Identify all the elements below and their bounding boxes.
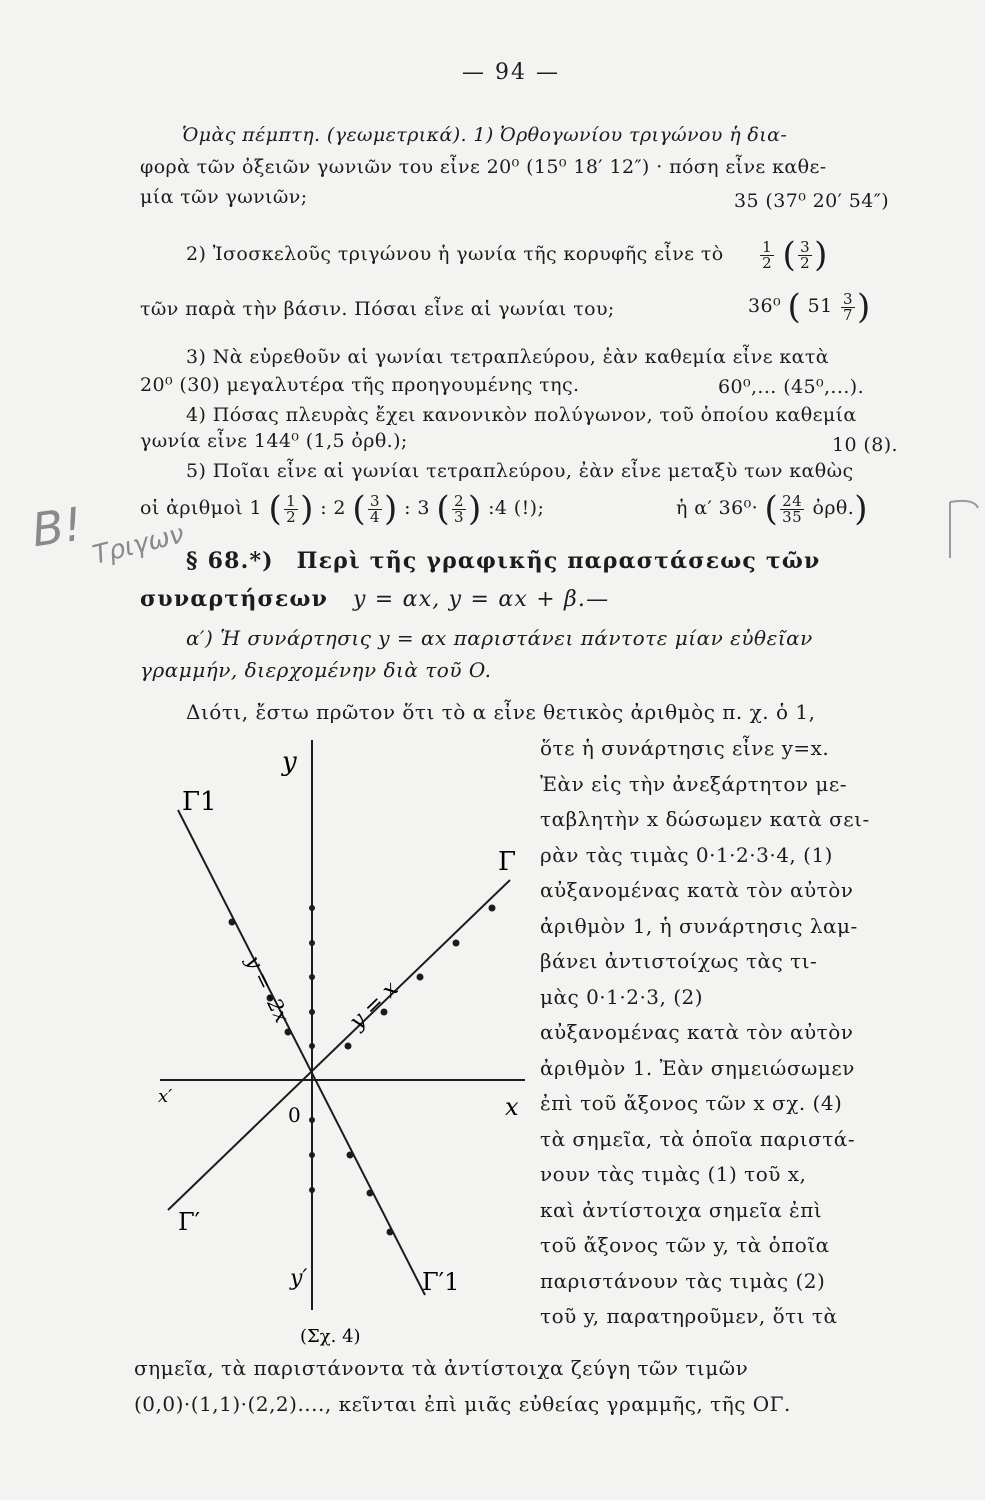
exercise-5-line1: 5) Ποῖαι εἶνε αἱ γωνίαι τετραπλεύρου, ἐὰν εἶνε μεταξὺ των καθὼς: [186, 460, 854, 482]
figure-caption: (Σχ. 4): [300, 1326, 361, 1347]
exercise-2-line2: τῶν παρὰ τὴν βάσιν. Πόσαι εἶνε αἱ γωνίαι του;: [140, 298, 615, 320]
right-column-line: καὶ ἀντίστοιχα σημεῖα ἐπὶ: [540, 1197, 823, 1222]
theorem-text: Ἡ συνάρτησις y = αx παριστάνει πάντοτε μίαν εὐθεῖαν: [220, 626, 813, 650]
ratio-part: : 3: [404, 497, 430, 519]
point: [309, 1009, 315, 1015]
right-column-line: ἐπὶ τοῦ ἄξονος τῶν x σχ. (4): [540, 1091, 843, 1115]
point: [309, 1187, 315, 1193]
paren-open: (: [352, 489, 367, 529]
point: [309, 1043, 315, 1049]
line-y-equals-x: [168, 880, 510, 1210]
line-y-equals-minus-2x: [178, 810, 425, 1295]
bottom-line2: (0,0)·(1,1)·(2,2)...., κεῖνται ἐπὶ μιᾶς εὐθείας γραμμῆς, τῆς ΟΓ.: [134, 1392, 791, 1416]
ratio-tail: :4 (!);: [488, 497, 545, 519]
point: [417, 974, 424, 981]
frac-den: 35: [782, 507, 803, 526]
point: [387, 1229, 394, 1236]
point: [309, 974, 315, 980]
figure-4: [140, 730, 540, 1350]
exercise-3-line2: 20⁰ (30) μεγαλυτέρα τῆς προηγουμένης της.: [140, 374, 580, 396]
point: [285, 1029, 292, 1036]
point: [229, 919, 236, 926]
answer-pre: ἡ α′ 36⁰·: [676, 497, 759, 519]
right-column-line: μὰς 0·1·2·3, (2): [540, 984, 704, 1009]
exercise-5-answer: [676, 489, 868, 529]
answer-int: 51: [807, 295, 833, 317]
section-heading-line2: [140, 586, 609, 612]
exercise-1-line3: μία τῶν γωνιῶν;: [140, 186, 308, 208]
proof-line1: Διότι, ἔστω πρῶτον ὅτι τὸ α εἶνε θετικὸς ἀριθμὸς π. χ. ὁ 1,: [186, 700, 816, 724]
fraction-24-35: [780, 491, 804, 526]
answer-post: ὀρθ.: [812, 497, 855, 519]
right-column-line: ἀριθμὸν 1. Ἐὰν σημειώσωμεν: [540, 1055, 855, 1080]
section-heading: [186, 548, 821, 574]
exercise-4-answer: 10 (8).: [832, 434, 898, 456]
pencil-note-word: Τριγων: [89, 519, 188, 571]
paren-open: (: [436, 489, 450, 529]
theorem-line1: [186, 626, 813, 650]
ratio-intro: οἱ ἀριθμοὶ 1: [140, 497, 262, 519]
paren-close: ): [854, 489, 868, 529]
paren-close: ): [814, 235, 828, 275]
exercise-4-line2: γωνία εἶνε 144⁰ (1,5 ὀρθ.);: [140, 430, 408, 452]
point: [347, 1152, 354, 1159]
label-x: x: [505, 1093, 519, 1121]
ratio-part: : 2: [320, 497, 346, 519]
point: [453, 940, 460, 947]
right-column-line: ὅτε ἡ συνάρτησις εἶνε y=x.: [540, 736, 830, 760]
frac-den: 2: [800, 253, 811, 272]
right-column-line: ρὰν τὰς τιμὰς 0·1·2·3·4, (1): [540, 842, 833, 867]
paren-open: (: [782, 235, 797, 275]
label-y-neg: y′: [290, 1266, 308, 1291]
label-gamma-prime: Γ′: [178, 1208, 201, 1236]
frac-num: 1: [286, 491, 297, 510]
section-number: § 68.*): [186, 548, 274, 574]
page-number: — 94 —: [462, 60, 560, 85]
fraction-p5-3: [452, 491, 466, 526]
frac-num: 3: [843, 289, 853, 308]
exercise-1-line2: φορὰ τῶν ὀξειῶν γωνιῶν του εἶνε 20⁰ (15⁰ 18′ 12″) · πόση εἶνε καθε-: [140, 156, 827, 178]
label-x-neg: x′: [158, 1086, 173, 1107]
frac-num: 3: [370, 491, 380, 510]
right-column-line: βάνει ἀντιστοίχως τὰς τι-: [540, 949, 818, 973]
right-column-line: τοῦ ἄξονος τῶν y, τὰ ὁποῖα: [540, 1233, 830, 1257]
exercise-4-line1: 4) Πόσας πλευρὰς ἔχει κανονικὸν πολύγωνον, τοῦ ὁποίου καθεμία: [186, 404, 857, 426]
answer-pre: 36⁰: [748, 295, 781, 317]
point: [345, 1043, 352, 1050]
section-equations: y = αx, y = αx + β.—: [352, 587, 610, 612]
exercise-1-answer: 35 (37⁰ 20′ 54″): [734, 190, 890, 212]
point: [367, 1190, 374, 1197]
right-column-line: ἀριθμὸν 1, ἡ συνάρτησις λαμ-: [540, 913, 858, 938]
paren-open: (: [787, 287, 802, 327]
fraction-three-sevenths: [841, 289, 855, 324]
pencil-note-b: Β!: [28, 496, 86, 558]
label-gamma1-prime: Γ′1: [422, 1268, 460, 1296]
paren-open: (: [764, 489, 779, 529]
frac-den: 3: [453, 507, 464, 526]
section-title-2: συναρτήσεων: [140, 586, 329, 612]
label-line-y-x: y = x: [344, 976, 404, 1035]
exercise-5-line2: [140, 489, 545, 529]
label-gamma1: Γ1: [182, 787, 217, 817]
point: [309, 1152, 315, 1158]
fraction-one-half: [760, 237, 774, 272]
exercise-intro: Ὁμὰς πέμπτη. (γεωμετρικά). 1) Ὀρθογωνίου τριγώνου ἡ δια-: [182, 124, 788, 146]
exercise-2-text: [186, 235, 828, 275]
frac-num: 2: [453, 491, 464, 510]
point: [309, 940, 315, 946]
fraction-p5-1: [284, 491, 298, 526]
label-gamma: Γ: [498, 847, 517, 877]
label-y: y: [282, 747, 297, 777]
paren-close: ): [856, 287, 871, 327]
exercise-2-answer: [748, 287, 871, 327]
section-title: Περὶ τῆς γραφικῆς παραστάσεως τῶν: [296, 548, 821, 574]
right-column-line: αὐξανομένας κατὰ τὸν αὐτὸν: [540, 878, 854, 902]
pencil-bracket: [944, 496, 982, 566]
exercise-2-line1: 2) Ἰσοσκελοῦς τριγώνου ἡ γωνία τῆς κορυφῆς εἶνε τὸ: [186, 243, 724, 265]
theorem-label: α′): [186, 626, 214, 650]
label-origin: 0: [288, 1103, 301, 1127]
right-column-line: τοῦ y, παρατηροῦμεν, ὅτι τὰ: [540, 1304, 838, 1328]
fraction-three-halves: [798, 237, 812, 272]
fraction-p5-2: [368, 491, 382, 526]
paren-open: (: [268, 489, 283, 529]
theorem-line2: γραμμήν, διερχομένην διὰ τοῦ O.: [140, 658, 492, 682]
frac-den: 2: [286, 507, 297, 526]
frac-num: 24: [782, 491, 803, 510]
point: [309, 905, 315, 911]
paren-close: ): [384, 489, 398, 529]
frac-num: 1: [762, 237, 773, 256]
right-column-line: ταβλητὴν x δώσωμεν κατὰ σει-: [540, 807, 870, 831]
point: [489, 905, 496, 912]
frac-den: 2: [762, 253, 773, 272]
exercise-3-line1: 3) Νὰ εὑρεθοῦν αἱ γωνίαι τετραπλεύρου, ἐὰν καθεμία εἶνε κατὰ: [186, 346, 830, 368]
paren-close: ): [467, 489, 482, 529]
bottom-line1: σημεῖα, τὰ παριστάνοντα τὰ ἀντίστοιχα ζεύγη τῶν τιμῶν: [134, 1356, 749, 1380]
frac-den: 7: [843, 305, 853, 324]
right-column-line: παριστάνουν τὰς τιμὰς (2): [540, 1268, 826, 1293]
paren-close: ): [300, 489, 314, 529]
frac-den: 4: [370, 507, 380, 526]
right-column-line: Ἐὰν εἰς τὴν ἀνεξάρτητον με-: [540, 771, 847, 796]
label-line-y-2x: y = -2x: [241, 951, 295, 1027]
right-column-line: νουν τὰς τιμὰς (1) τοῦ x,: [540, 1162, 807, 1186]
exercise-3-answer: 60⁰,... (45⁰,...).: [718, 376, 865, 398]
right-column-line: αὐξανομένας κατὰ τὸν αὐτὸν: [540, 1020, 854, 1044]
point: [309, 1117, 315, 1123]
right-column-line: τὰ σημεῖα, τὰ ὁποῖα παριστά-: [540, 1126, 856, 1151]
frac-num: 3: [800, 237, 811, 256]
